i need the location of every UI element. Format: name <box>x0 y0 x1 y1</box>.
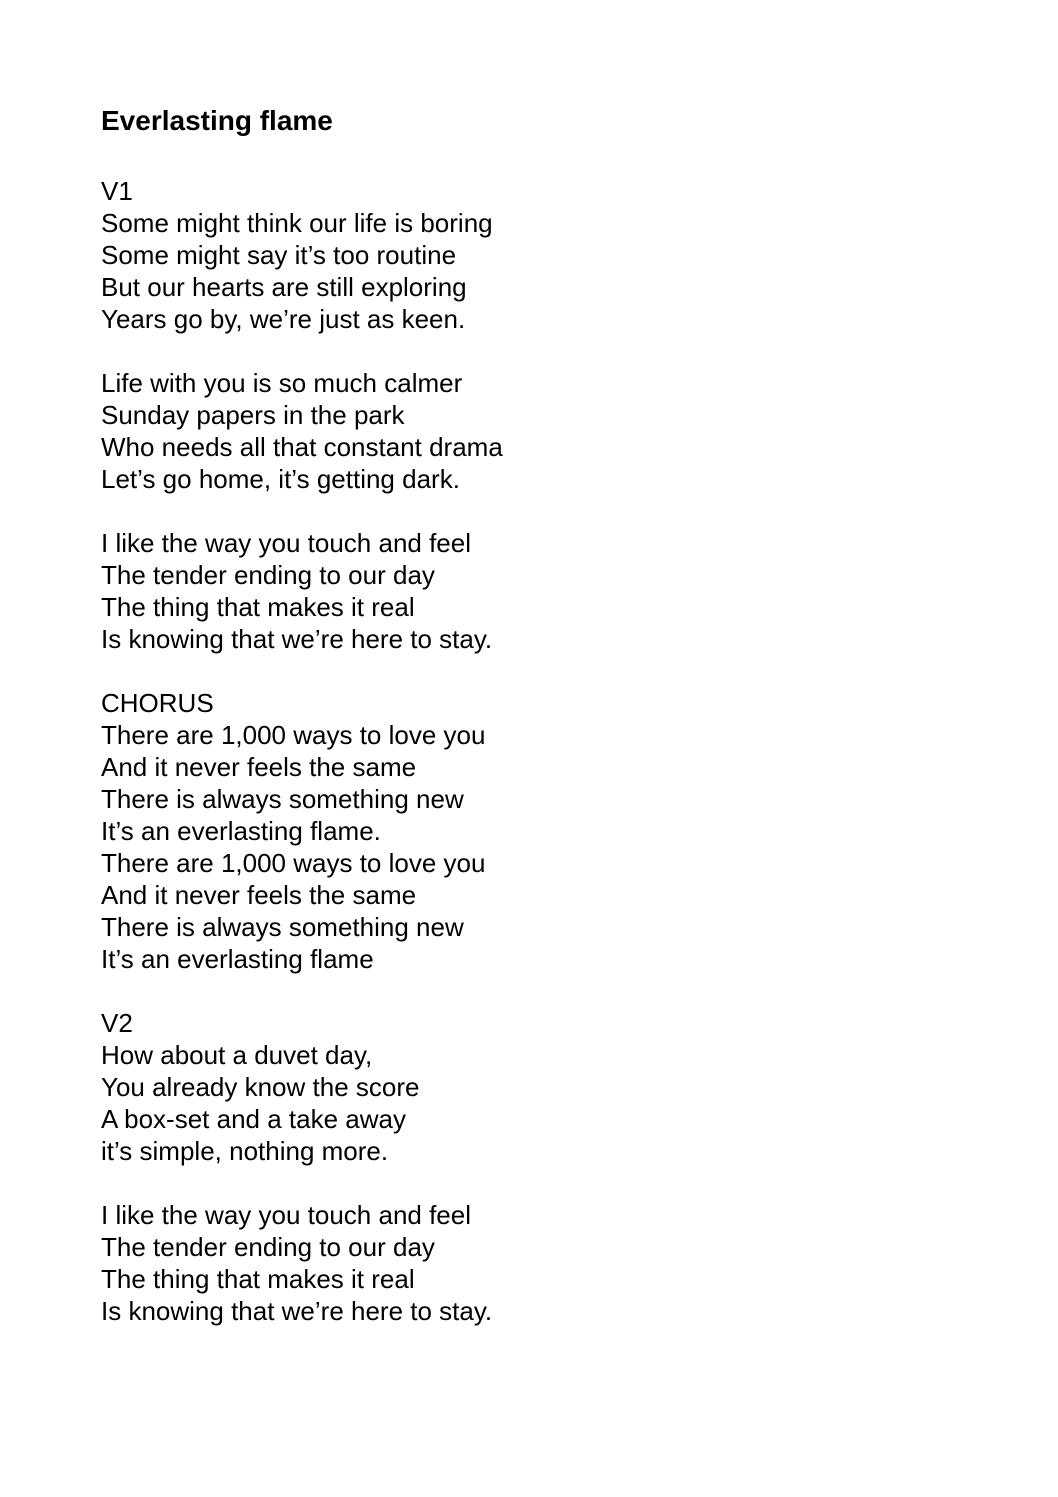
song-title: Everlasting flame <box>101 105 333 136</box>
lyric-line: And it never feels the same <box>101 752 417 782</box>
lyrics-page <box>101 103 1001 1359</box>
lyric-line: The tender ending to our day <box>101 560 435 590</box>
lyric-line: I like the way you touch and feel <box>101 1200 472 1230</box>
lyric-line: It’s an everlasting flame. <box>101 816 381 846</box>
lyric-line: it’s simple, nothing more. <box>101 1136 389 1166</box>
bridge-1 <box>101 527 1001 655</box>
lyric-line: You already know the score <box>101 1072 420 1102</box>
chorus <box>101 687 1001 975</box>
lyric-line: But our hearts are still exploring <box>101 272 467 302</box>
lyric-line: Some might think our life is boring <box>101 208 493 238</box>
lyric-line: There is always something new <box>101 784 464 814</box>
lyric-line: There are 1,000 ways to love you <box>101 848 486 878</box>
lyric-line: Let’s go home, it’s getting dark. <box>101 464 460 494</box>
section-label: V2 <box>101 1008 133 1038</box>
lyric-line: Years go by, we’re just as keen. <box>101 304 466 334</box>
section-label: CHORUS <box>101 688 214 718</box>
section-label: V1 <box>101 176 133 206</box>
lyric-line: Is knowing that we’re here to stay. <box>101 624 493 654</box>
lyric-line: And it never feels the same <box>101 880 417 910</box>
lyric-line: The tender ending to our day <box>101 1232 435 1262</box>
lyric-line: It’s an everlasting flame <box>101 944 374 974</box>
verse-1 <box>101 175 1001 335</box>
verse-1-stanza-2 <box>101 367 1001 495</box>
lyric-line: Who needs all that constant drama <box>101 432 503 462</box>
lyric-line: There is always something new <box>101 912 464 942</box>
lyric-line: Life with you is so much calmer <box>101 368 463 398</box>
lyric-line: A box-set and a take away <box>101 1104 406 1134</box>
lyric-line: Sunday papers in the park <box>101 400 405 430</box>
lyric-line: How about a duvet day, <box>101 1040 373 1070</box>
lyric-line: Is knowing that we’re here to stay. <box>101 1296 493 1326</box>
lyric-line: The thing that makes it real <box>101 592 415 622</box>
verse-2 <box>101 1007 1001 1167</box>
lyric-line: There are 1,000 ways to love you <box>101 720 486 750</box>
lyric-line: I like the way you touch and feel <box>101 528 472 558</box>
lyric-line: The thing that makes it real <box>101 1264 415 1294</box>
lyric-line: Some might say it’s too routine <box>101 240 457 270</box>
bridge-2 <box>101 1199 1001 1327</box>
